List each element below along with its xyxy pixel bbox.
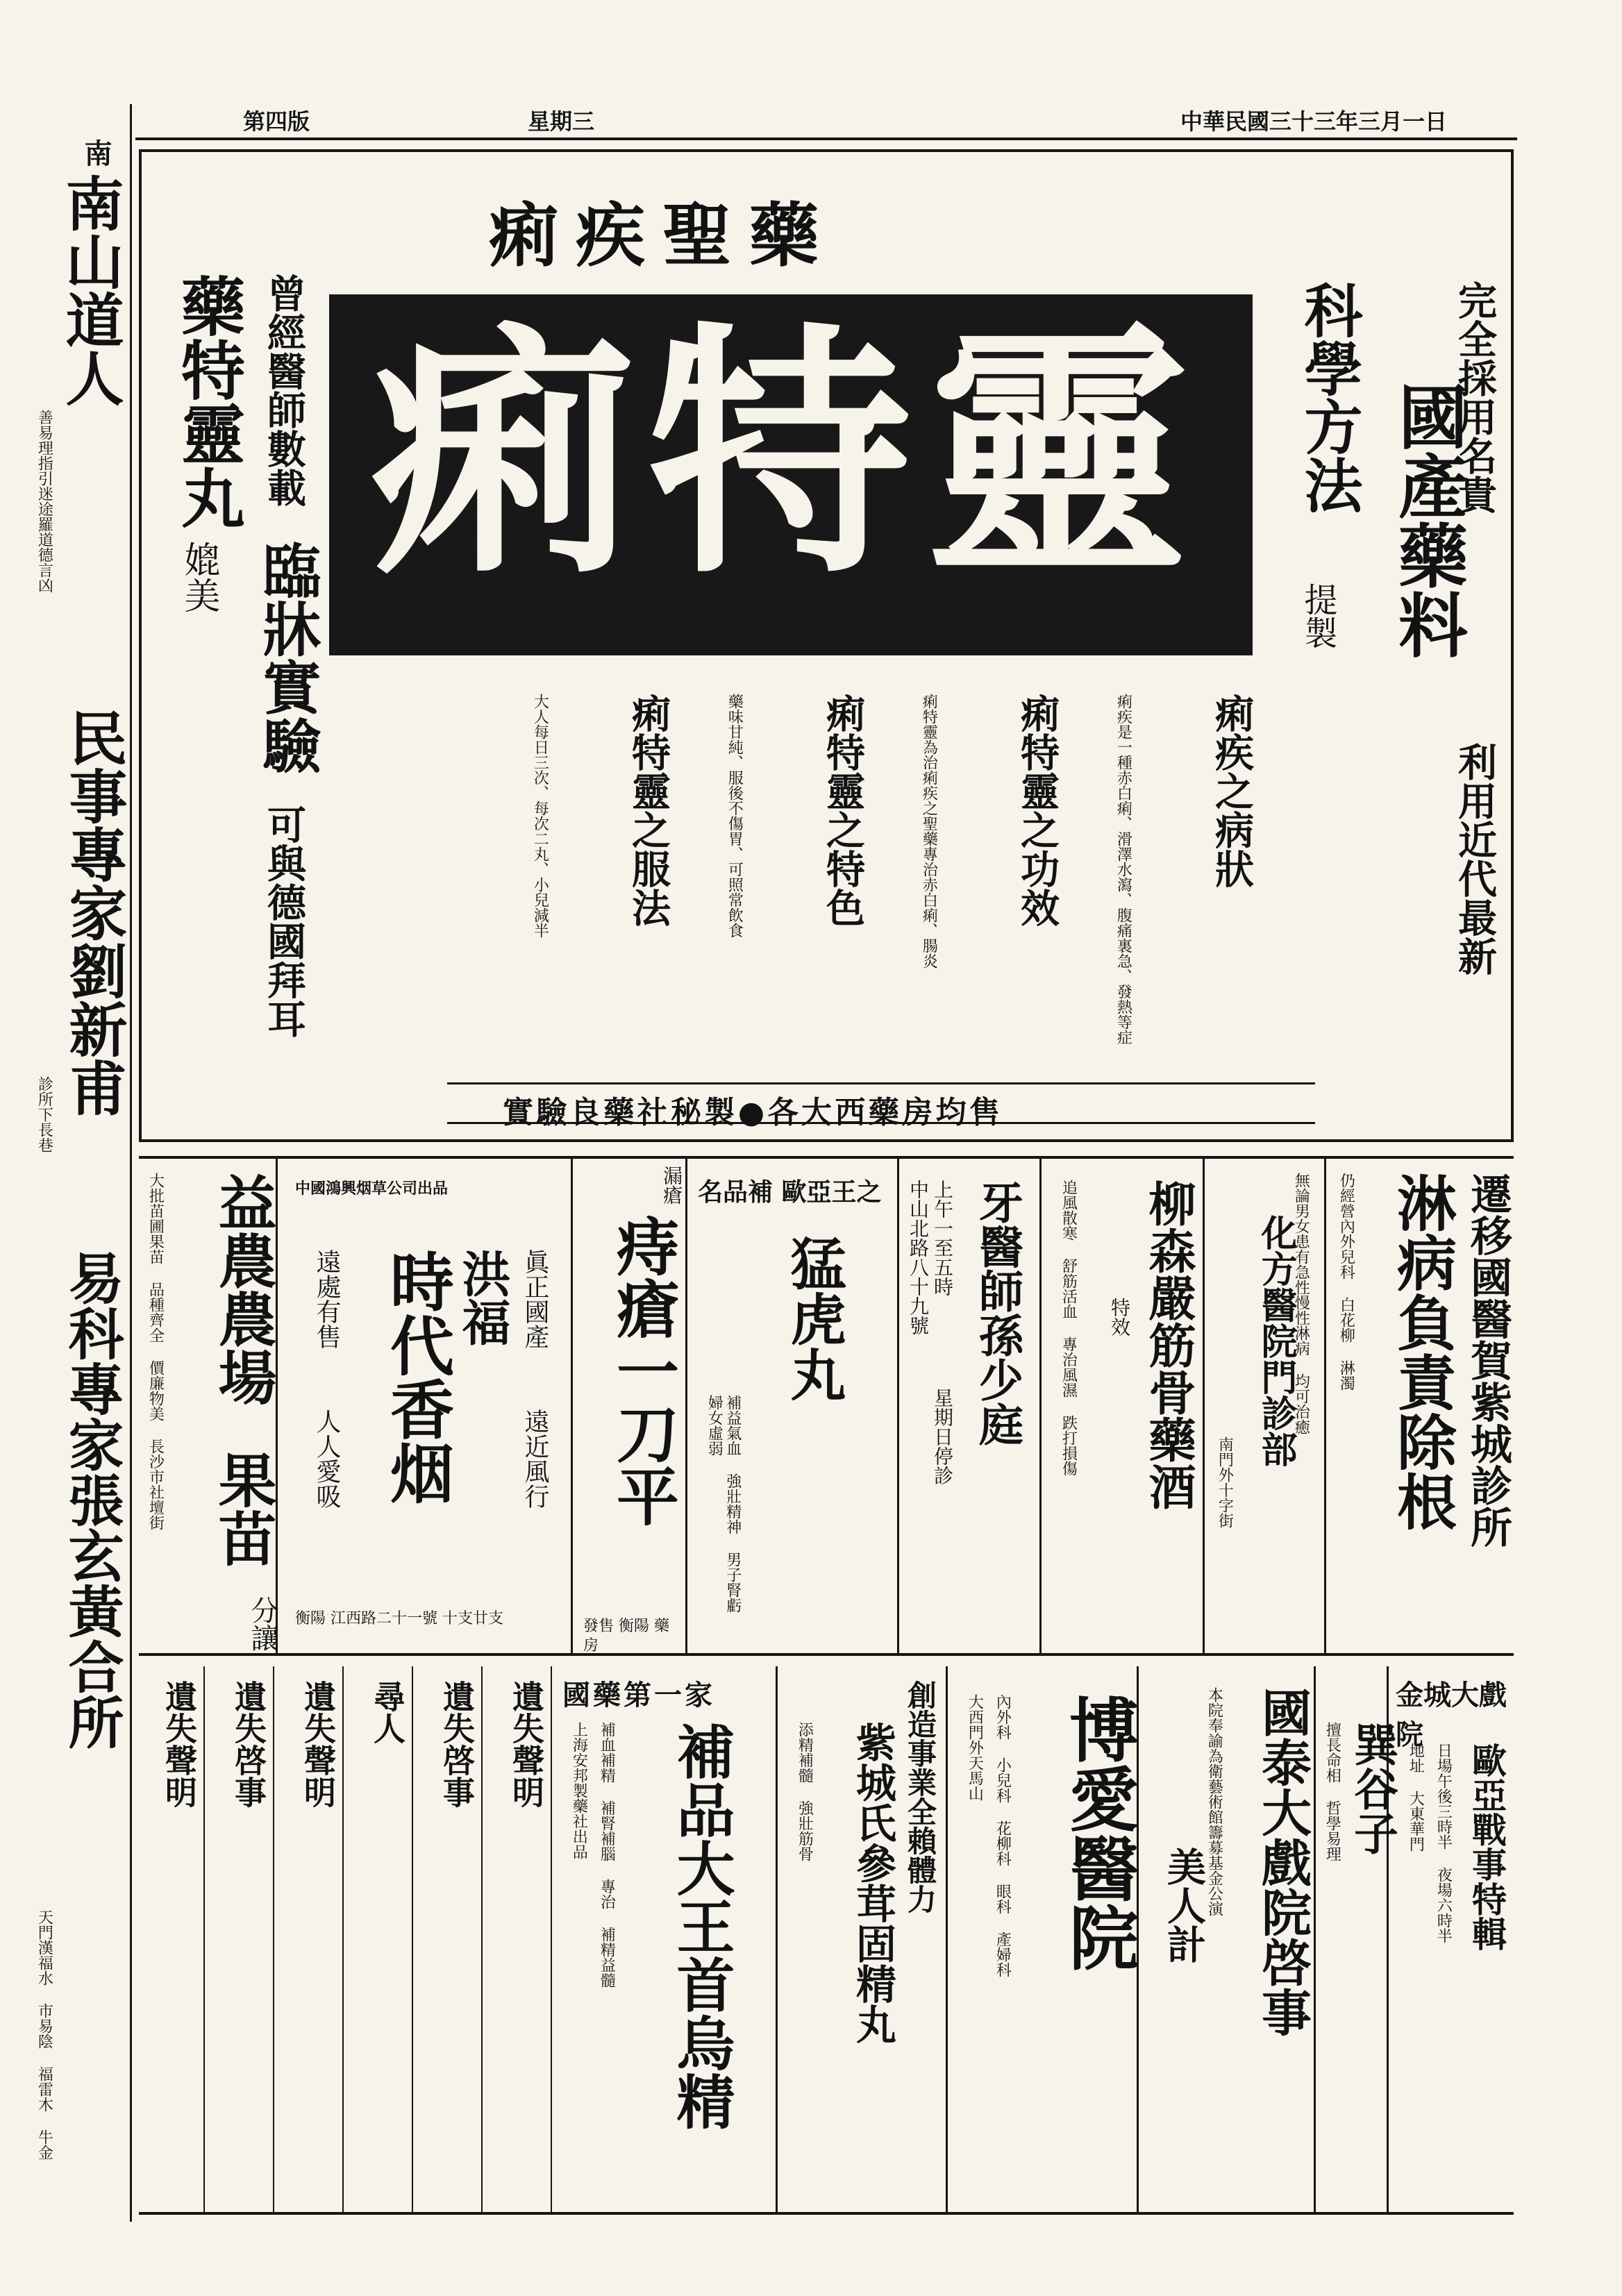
ad-sub: 特效: [1108, 1298, 1131, 1336]
middle-row: [139, 1156, 1514, 1656]
ad-zicheng: [781, 1666, 948, 2215]
header-bar: [208, 104, 1493, 135]
info-sections: [468, 666, 1287, 1096]
left-lower-text: 易科專家張玄黃合所: [59, 1250, 124, 1750]
ad-brand: 洪福: [454, 1249, 512, 1346]
section-body: 痢特靈為治痢疾之聖藥專治赤白痢、腸炎: [920, 694, 938, 969]
ad-title: 國泰大戲院啓事: [1253, 1687, 1312, 2037]
ad-title: 遺失聲明: [160, 1680, 198, 1808]
ad-body: 本院奉諭為衛藝術館籌募基金公演: [1205, 1687, 1223, 1916]
top-ad: [139, 149, 1514, 1142]
left-lower-note: 天門漢福水 市易陰 福雷木 牛金: [35, 1909, 53, 2160]
ad-body: 追風散寒 舒筋活血 專治風濕 跌打損傷: [1060, 1180, 1078, 1476]
ad-title: 補品大王首烏精: [667, 1722, 736, 2130]
ad-title: 遺失啓事: [230, 1680, 267, 1808]
left-main-text: 藥特靈丸: [171, 274, 246, 529]
top-ad-slogan: 痢疾聖藥: [489, 194, 836, 276]
ad-body: 內外科 小兒科 花柳科 眼科 產婦科: [994, 1694, 1012, 1977]
left-strip: [28, 104, 132, 2222]
right-top-text: 完全採用名貴: [1452, 280, 1498, 514]
right-method-text: 科學方法: [1295, 280, 1364, 514]
brand-banner: [329, 294, 1253, 655]
ad-addr: 南門外十字街: [1216, 1436, 1234, 1528]
ad-body: 大批苗圃果苗 品種齊全 價廉物美 長沙市社壇街: [147, 1173, 165, 1530]
ad-lost: [347, 1666, 413, 2215]
ad-title: 柳森嚴筋骨藥酒: [1141, 1180, 1196, 1510]
ad-note: 人人愛吸: [312, 1409, 341, 1509]
left-col1: 曾經醫師數載: [261, 274, 307, 507]
left-corner-mark: 南: [80, 139, 112, 167]
ad-time: 上午一至五時: [931, 1180, 954, 1296]
date: 中華民國三十三年三月一日: [1180, 108, 1448, 135]
ad-cinema: [1392, 1666, 1514, 2215]
section-title: 痢疾之病狀: [1209, 694, 1255, 888]
ad-title: 博愛醫院: [1057, 1694, 1139, 1972]
ad-note: 遠處有售: [312, 1249, 341, 1349]
ad-fortune: [1319, 1666, 1398, 2215]
ad-header: 國藥第一家: [562, 1679, 715, 1711]
ad-body: 無論男女患有急性慢性淋病 均可治癒: [1292, 1173, 1310, 1434]
right-tail-text: 提製: [1298, 583, 1337, 649]
ad-dentist: [903, 1159, 1042, 1653]
left-col2: 臨牀實驗: [253, 541, 322, 774]
right-main-text: 國產藥料: [1387, 381, 1469, 659]
ad-title: 猛虎丸: [781, 1235, 846, 1402]
ad-title: 金城大戲院: [1396, 1679, 1507, 1751]
ad-addr: 地址 大東華門: [1407, 1743, 1425, 1852]
ad-body: 補血補精 補腎補腦 專治 補精益髓: [598, 1722, 616, 1988]
right-sub-text: 利用近代最新: [1452, 742, 1498, 975]
ad-title: 遷移國醫賀紫城診所: [1464, 1173, 1512, 1548]
ad-film: 美人計: [1161, 1847, 1207, 1963]
ad-note: 分讓: [246, 1596, 278, 1652]
ad-lost: [417, 1666, 483, 2215]
ad-lost: [278, 1666, 344, 2215]
top-ad-footer: [447, 1082, 1315, 1130]
ad-boai: [951, 1666, 1139, 2215]
ad-wine: [1045, 1159, 1205, 1653]
section-body: 大人每日三次、每次二丸、小兒減半: [531, 694, 549, 938]
ad-note: 遠近風行: [521, 1409, 549, 1509]
left-subtitle: 善易理指引迷途羅道德言凶: [35, 410, 53, 593]
section-title: 痢特靈之服法: [626, 694, 671, 927]
ad-addr: 中山北路八十九號: [907, 1180, 930, 1335]
ad-sub: 果苗: [209, 1450, 278, 1567]
ad-lost: [208, 1666, 274, 2215]
ad-title: 遺失聲明: [508, 1680, 545, 1808]
section-title: 痢特靈之功效: [1014, 694, 1060, 927]
ad-note: 眞正國產: [521, 1249, 549, 1349]
header-rule: [135, 137, 1517, 140]
page-number: 第四版: [243, 108, 310, 135]
ad-addr: 上海安邦製藥社出品: [570, 1722, 588, 1859]
section-body: 痢疾是一種赤白痢、滑澤水瀉、腹痛裏急、發熱等症: [1114, 694, 1132, 1045]
ad-body: 添精補髓 強壯筋骨: [796, 1722, 814, 1861]
left-note: 診所下長巷: [35, 1076, 53, 1153]
ad-doctor: [1208, 1159, 1326, 1653]
section-body: 藥味甘純、服後不傷胃、可照常飲食: [726, 694, 744, 938]
weekday: 星期三: [528, 108, 595, 135]
ad-addr: 發售 衡陽 藥房: [583, 1618, 669, 1654]
ad-title: 益農農場: [209, 1173, 278, 1406]
ad-time: 日場午後三時半 夜場六時半: [1435, 1743, 1453, 1943]
ad-addr: 衡陽 江西路二十一號 十支廿支: [295, 1610, 503, 1627]
brand-name: 痢特靈: [371, 299, 1202, 609]
ad-yinong: [139, 1159, 278, 1653]
ad-title: 牙醫師孫少庭: [971, 1180, 1023, 1446]
ad-body: 仍經營內外兒科 白花柳 淋濁: [1337, 1173, 1355, 1391]
ad-tiger: [691, 1159, 899, 1653]
ad-tonic: [555, 1666, 778, 2215]
left-title: 南山道人: [56, 174, 125, 407]
ad-title: 痔瘡一刀平: [605, 1214, 679, 1527]
ad-piles: [576, 1159, 687, 1653]
ad-sub: 漏瘡: [660, 1166, 683, 1205]
ad-header: 創造事業全賴體力: [903, 1680, 937, 1913]
ad-hours: 星期日停診: [931, 1388, 954, 1485]
ad-theatre: [1142, 1666, 1316, 2215]
ad-body: 擅長命相 哲學易理: [1323, 1722, 1341, 1861]
ad-lost: [139, 1666, 205, 2215]
left-tail-text: 媲美: [178, 541, 219, 613]
ad-addr: 大西門外天馬山: [966, 1694, 984, 1801]
ad-title: 巽谷子: [1346, 1722, 1398, 1855]
ad-lost: [486, 1666, 552, 2215]
ad-title: 遺失聲明: [299, 1680, 337, 1808]
footer-text: 實驗良藥社秘製●各大西藥房均售: [503, 1095, 1003, 1130]
bottom-row: [139, 1666, 1514, 2215]
ad-disease: 淋病負責除根: [1387, 1173, 1457, 1531]
ad-title: 遺失啓事: [438, 1680, 476, 1808]
ad-title: 紫城氏參茸固精丸: [849, 1722, 896, 2044]
ad-body: 補益氣血 強壯精神 男子腎虧 婦女虛弱: [705, 1395, 742, 1613]
section-title: 痢特靈之特色: [820, 694, 866, 927]
ad-cigarette: [281, 1159, 573, 1653]
left-big-text: 民事專家劉新甫: [60, 708, 128, 1116]
ad-title: 時代香烟: [380, 1249, 455, 1505]
ad-maker: 中國鴻興烟草公司出品: [295, 1180, 449, 1198]
ad-clinic: [1330, 1159, 1514, 1653]
ad-header: 名品補 歐亞王之: [698, 1178, 882, 1207]
left-col3: 可與德國拜耳: [261, 805, 307, 1038]
ad-title: 尋人: [369, 1680, 406, 1744]
ad-film: 歐亞戰事特輯: [1466, 1743, 1507, 1951]
ad-title: 化方醫院門診部: [1255, 1214, 1297, 1467]
